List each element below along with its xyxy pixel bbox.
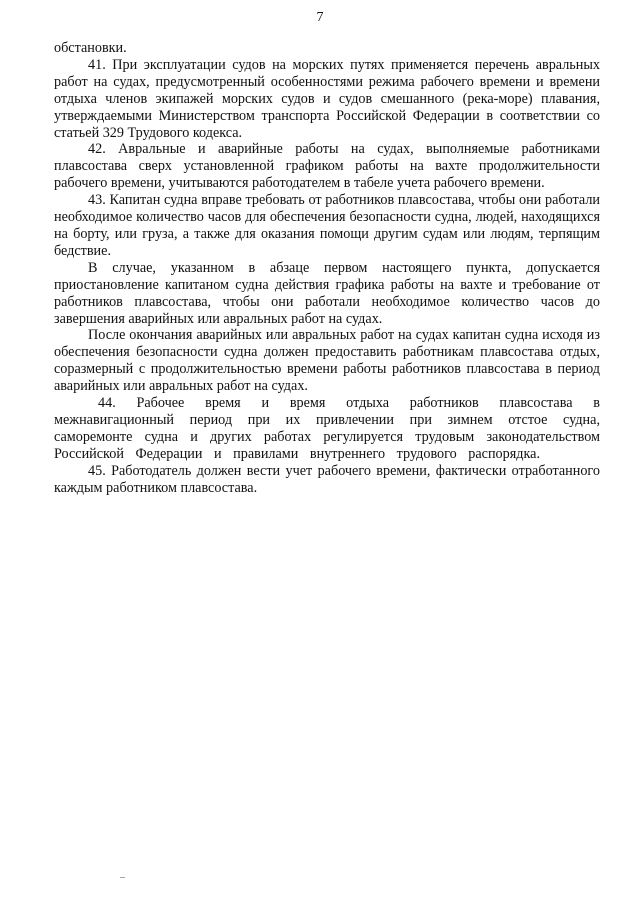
- paragraph-43-part-2: В случае, указанном в абзаце первом настоящего пункта, допускается приостановление капитаном судна действия графика работы на вахте и требование от работников плавсостава, чтобы они работали необходимое количество часов до завершения аварийных или авральных работ на судах.: [54, 259, 600, 327]
- paragraph-42: 42. Авральные и аварийные работы на судах, выполняемые работниками плавсостава сверх установленной графиком работы на вахте продолжительности рабочего времени, учитываются работодателем в табеле учета рабочего времени.: [54, 141, 600, 192]
- page-number: 7: [316, 10, 324, 25]
- paragraph-continuation: обстановки.: [54, 40, 127, 56]
- paragraph-44: 44. Рабочее время и время отдыха работников плавсостава в межнавигационный период при их привлечении при зимнем отстое судна, саморемонте судна и других работах регулируется трудовым законодательством Российской Федерации и правилами внутреннего трудового распорядка.: [54, 395, 600, 462]
- paragraph-45: 45. Работодатель должен вести учет рабочего времени, фактически отработанного каждым работником плавсостава.: [54, 462, 600, 496]
- paragraph-43: 43. Капитан судна вправе требовать от работников плавсостава, чтобы они работали необходимое количество часов для обеспечения безопасности судна, людей, находящихся на борту, или груза, а также для оказания помощи другим судам или людям, терпящим бедствие.: [54, 192, 600, 259]
- paragraph-41: 41. При эксплуатации судов на морских путях применяется перечень авральных работ на судах, предусмотренный особенностями режима рабочего времени и времени отдыха членов экипажей морских судов и судов смешанного (река-море) плавания, утверждаемыми Министерством транспорта Российской Федерации в соответствии со статьей 329 Трудового кодекса.: [54, 56, 600, 141]
- document-body: [54, 40, 600, 496]
- paragraph-43-part-3: После окончания аварийных или авральных работ на судах капитан судна исходя из обеспечения безопасности судна должен предоставить работникам плавсостава отдых, соразмерный с продолжительностью времени работы работников плавсостава в период аварийных или авральных работ на судах.: [54, 327, 600, 395]
- footer-mark: _: [120, 868, 125, 879]
